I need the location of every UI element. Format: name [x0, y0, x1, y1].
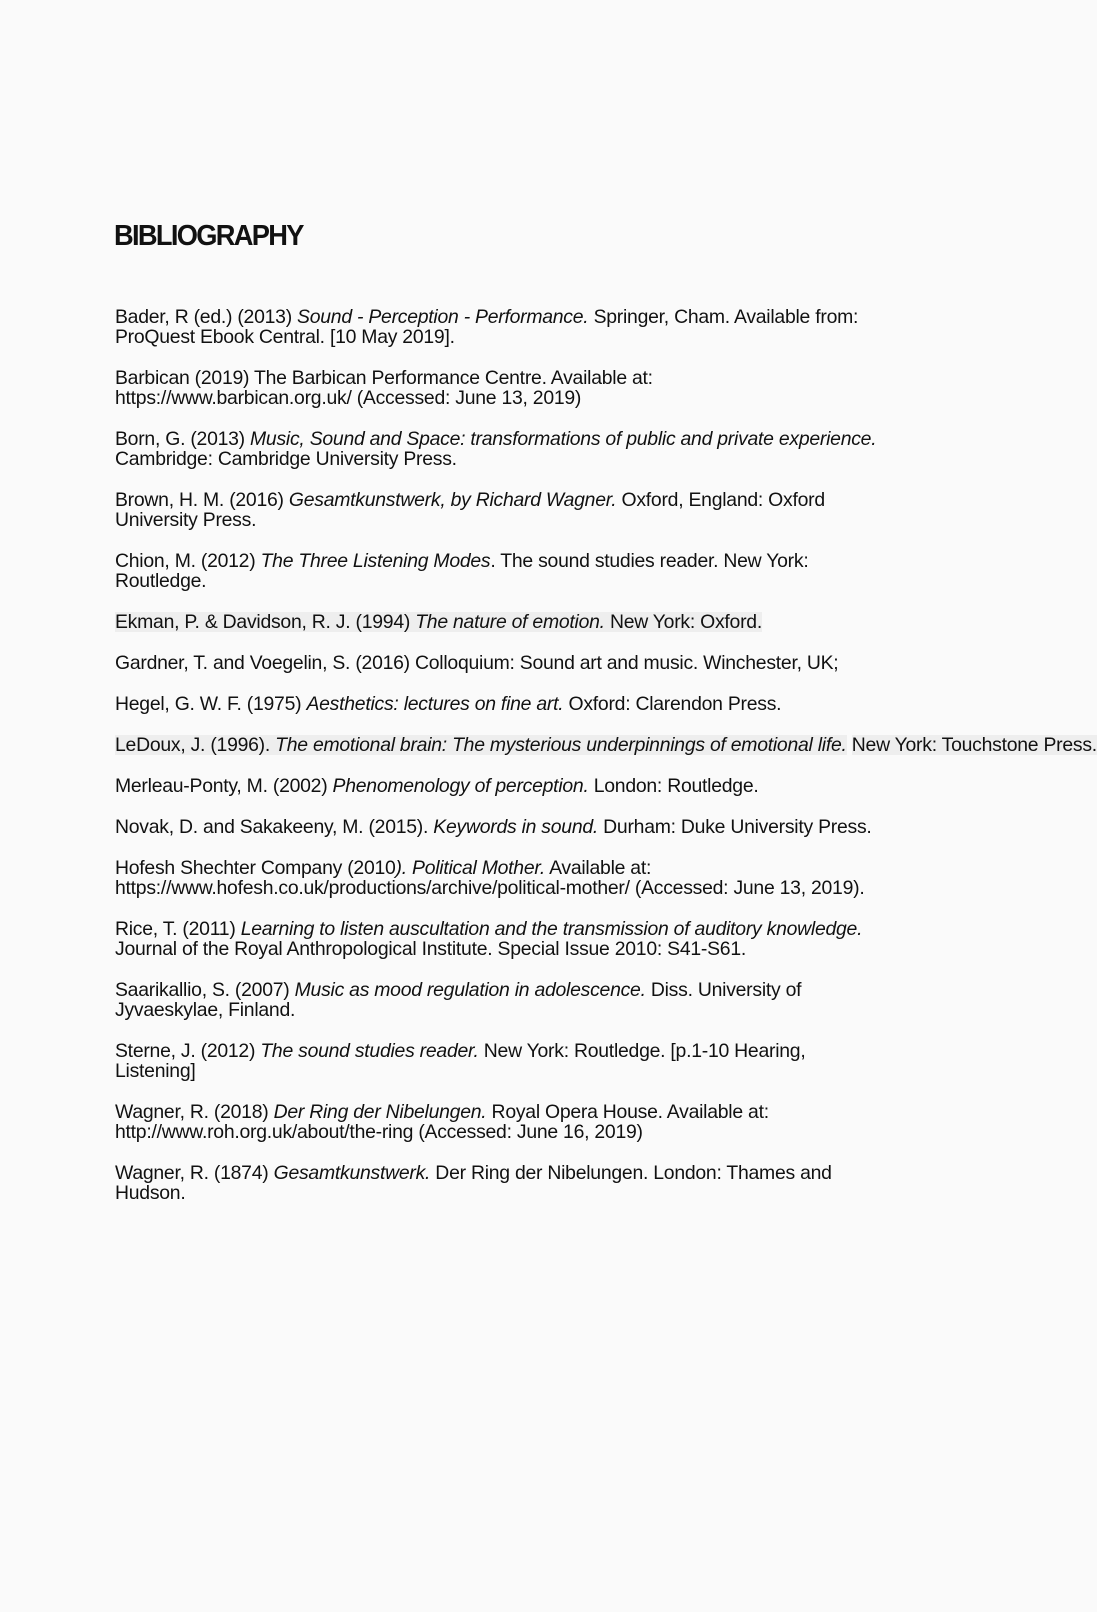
reference-line: Listening]	[115, 1060, 196, 1082]
reference-wagner-1874	[115, 1163, 950, 1203]
reference-line: Chion, M. (2012) The Three Listening Modes. The sound studies reader. New York:	[115, 550, 809, 572]
reference-line: Wagner, R. (2018) Der Ring der Nibelungen. Royal Opera House. Available at:	[115, 1101, 769, 1123]
reference-line: Hofesh Shechter Company (2010). Political Mother. Available at:	[115, 857, 652, 879]
reference-line: New York: Touchstone Press.	[851, 734, 1097, 756]
reference-barbican	[115, 368, 950, 408]
reference-line: Journal of the Royal Anthropological Institute. Special Issue 2010: S41-S61.	[115, 938, 746, 960]
reference-merleau-ponty	[115, 776, 950, 796]
reference-saarikallio	[115, 980, 950, 1020]
reference-line: Sterne, J. (2012) The sound studies reader. New York: Routledge. [p.1-10 Hearing,	[115, 1040, 806, 1062]
reference-novak	[115, 817, 950, 837]
reference-ekman	[115, 612, 950, 632]
reference-sterne	[115, 1041, 950, 1081]
page-title: BIBLIOGRAPHY	[114, 220, 303, 252]
reference-born	[115, 429, 950, 469]
reference-line: Wagner, R. (1874) Gesamtkunstwerk. Der Ring der Nibelungen. London: Thames and	[115, 1162, 832, 1184]
reference-hegel	[115, 694, 950, 714]
reference-line: http://www.roh.org.uk/about/the-ring (Accessed: June 16, 2019)	[115, 1121, 643, 1143]
reference-list	[115, 306, 1097, 1224]
reference-line: Hegel, G. W. F. (1975) Aesthetics: lectures on fine art. Oxford: Clarendon Press.	[115, 693, 782, 715]
reference-line: Jyvaeskylae, Finland.	[115, 999, 296, 1021]
reference-line: Novak, D. and Sakakeeny, M. (2015). Keywords in sound. Durham: Duke University Press.	[115, 816, 872, 838]
reference-line: https://www.barbican.org.uk/ (Accessed: June 13, 2019)	[115, 387, 582, 409]
reference-line: Merleau-Ponty, M. (2002) Phenomenology of perception. London: Routledge.	[115, 775, 759, 797]
reference-line: Bader, R (ed.) (2013) Sound - Perception - Performance. Springer, Cham. Available from:	[115, 306, 859, 328]
reference-line: Brown, H. M. (2016) Gesamtkunstwerk, by Richard Wagner. Oxford, England: Oxford	[115, 489, 825, 511]
reference-brown	[115, 490, 950, 530]
reference-line: Gardner, T. and Voegelin, S. (2016) Colloquium: Sound art and music. Winchester, UK;	[115, 652, 839, 674]
reference-hofesh-shechter	[115, 858, 950, 898]
reference-rice	[115, 919, 950, 959]
reference-line: LeDoux, J. (1996). The emotional brain: The mysterious underpinnings of emotional life.	[115, 734, 847, 756]
reference-line: Cambridge: Cambridge University Press.	[115, 448, 457, 470]
reference-line: Rice, T. (2011) Learning to listen auscultation and the transmission of auditory knowledge.	[115, 918, 863, 940]
reference-line: Routledge.	[115, 570, 207, 592]
reference-ledoux	[115, 734, 1097, 756]
reference-bader	[115, 307, 950, 347]
reference-line: Born, G. (2013) Music, Sound and Space: transformations of public and private experience.	[115, 428, 877, 450]
reference-line: Hudson.	[115, 1182, 186, 1204]
reference-chion	[115, 551, 950, 591]
reference-line: Ekman, P. & Davidson, R. J. (1994) The nature of emotion. New York: Oxford.	[115, 611, 762, 633]
reference-line: Saarikallio, S. (2007) Music as mood regulation in adolescence. Diss. University of	[115, 979, 802, 1001]
reference-line: https://www.hofesh.co.uk/productions/archive/political-mother/ (Accessed: June 13, 2019).	[115, 877, 865, 899]
reference-line: ProQuest Ebook Central. [10 May 2019].	[115, 326, 455, 348]
reference-line: University Press.	[115, 509, 257, 531]
reference-line: Barbican (2019) The Barbican Performance Centre. Available at:	[115, 367, 653, 389]
reference-wagner-2018	[115, 1102, 950, 1142]
reference-gardner	[115, 653, 950, 673]
